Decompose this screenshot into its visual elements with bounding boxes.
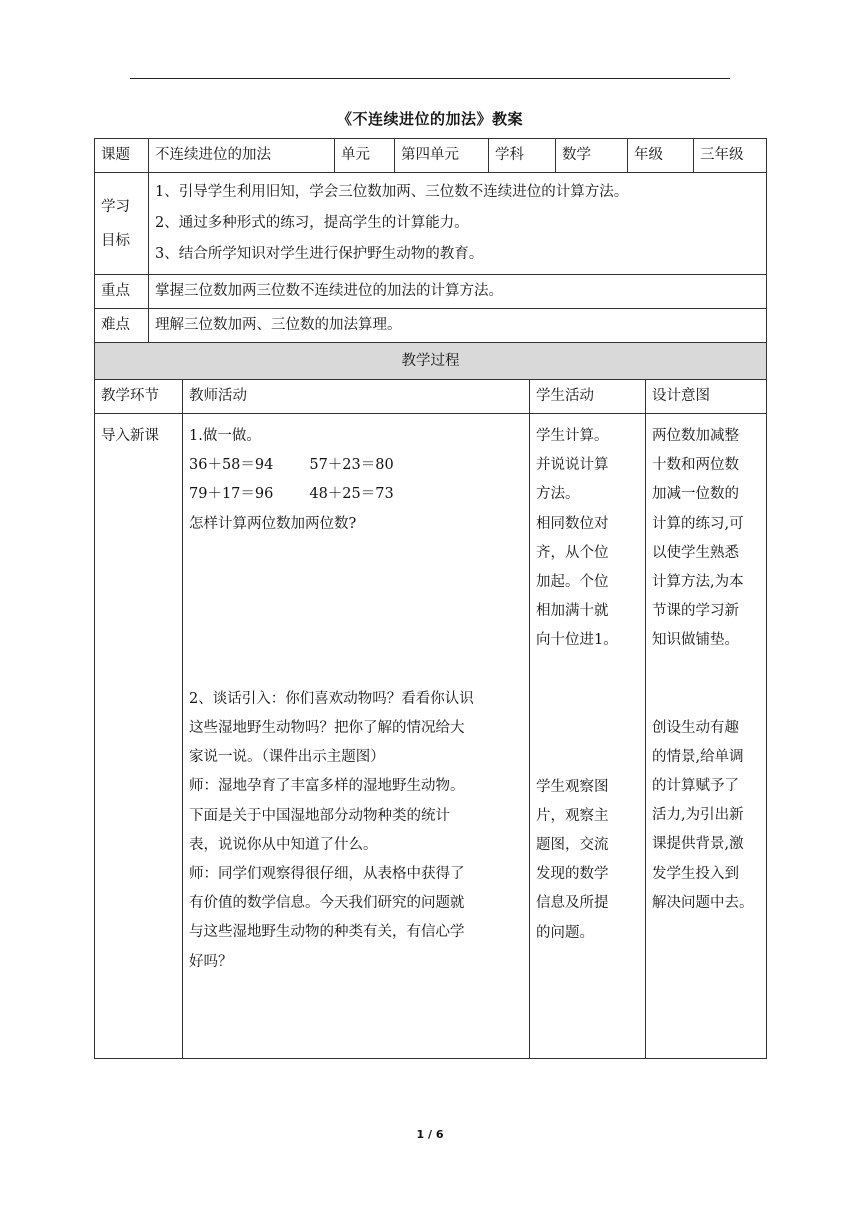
intent-line: 课提供背景,激 <box>652 836 744 853</box>
intent-line: 两位数加减整 <box>652 428 739 444</box>
teacher-line: 这些湿地野生动物吗？把你了解的情况给大 <box>189 720 465 737</box>
student-line: 方法。 <box>536 486 580 503</box>
header-rule <box>130 78 730 79</box>
key-point-label: 重点 <box>95 275 149 309</box>
difficulty-label: 难点 <box>95 309 149 343</box>
lesson-plan-table-frame <box>94 138 766 1059</box>
intent-line: 以使学生熟悉 <box>652 544 739 561</box>
teacher-line: 下面是关于中国湿地部分动物种类的统计 <box>189 807 450 824</box>
intent-line: 创设生动有趣 <box>652 719 739 736</box>
objective-item: 1、引导学生利用旧知，学会三位数加两、三位数不连续进位的计算方法。 <box>155 184 629 200</box>
info-row <box>95 139 767 173</box>
col-intent-header: 设计意图 <box>646 380 767 414</box>
intent-line: 的计算赋予了 <box>652 778 739 795</box>
difficulty-row <box>95 309 767 343</box>
student-line: 题图，交流 <box>536 837 609 854</box>
intent-line: 解决问题中去。 <box>652 894 754 911</box>
student-line: 信息及所提 <box>536 895 609 912</box>
student-line: 发现的数学 <box>536 866 609 883</box>
student-line: 相同数位对 <box>536 515 609 532</box>
subject-label: 课题 <box>95 139 149 173</box>
intent-line: 计算的练习,可 <box>652 515 744 532</box>
objectives-label <box>95 173 149 275</box>
stage-cell: 导入新课 <box>95 414 183 1059</box>
unit-label: 单元 <box>335 139 395 173</box>
student-line: 学生计算。 <box>536 428 609 444</box>
page-number: 1 / 6 <box>416 1128 444 1141</box>
key-point-value: 掌握三位数加两三位数不连续进位的加法的计算方法。 <box>149 275 767 309</box>
teacher-line: 师：湿地孕育了丰富多样的湿地野生动物。 <box>189 778 465 795</box>
discipline-label: 学科 <box>489 139 556 173</box>
teacher-line: 1.做一做。 <box>189 428 261 444</box>
teacher-line: 师：同学们观察得很仔细，从表格中获得了 <box>189 866 465 883</box>
equation-line <box>189 480 523 509</box>
process-header: 教学过程 <box>95 343 767 380</box>
intent-line: 节课的学习新 <box>652 603 739 620</box>
student-line: 齐，从个位 <box>536 544 609 561</box>
objectives-content <box>149 173 767 275</box>
grade-value: 三年级 <box>694 139 767 173</box>
objective-item: 3、结合所学知识对学生进行保护野生动物的教育。 <box>155 246 484 262</box>
student-line: 相加满十就 <box>536 603 609 620</box>
equation: 57＋23＝80 <box>309 457 394 474</box>
col-stage-header: 教学环节 <box>95 380 183 414</box>
intro-row <box>95 414 767 1059</box>
col-teacher-header: 教师活动 <box>183 380 530 414</box>
teacher-line: 好吗？ <box>189 953 233 970</box>
teacher-line: 与这些湿地野生动物的种类有关，有信心学 <box>189 924 465 941</box>
teacher-line: 表，说说你从中知道了什么。 <box>189 836 378 853</box>
unit-value: 第四单元 <box>395 139 489 173</box>
key-point-row <box>95 275 767 309</box>
teacher-line: 家说一说。（课件出示主题图） <box>189 749 385 766</box>
objective-item: 2、通过多种形式的练习，提高学生的计算能力。 <box>155 215 469 231</box>
teacher-line: 怎样计算两位数加两位数? <box>189 515 357 532</box>
teacher-line: 2、谈话引入：你们喜欢动物吗？看看你认识 <box>189 690 474 707</box>
intent-line: 活力,为引出新 <box>652 807 744 824</box>
col-student-header: 学生活动 <box>530 380 646 414</box>
document-title: 《不连续进位的加法》教案 <box>336 110 523 128</box>
student-line: 加起。个位 <box>536 574 609 591</box>
objectives-label-line: 学习 <box>101 198 130 215</box>
intent-line: 发学生投入到 <box>652 865 739 882</box>
column-header-row <box>95 380 767 414</box>
equation-line <box>189 451 523 480</box>
teacher-activity-cell <box>183 414 530 1059</box>
subject-value: 不连续进位的加法 <box>149 139 335 173</box>
objectives-row <box>95 173 767 275</box>
objectives-label-line: 目标 <box>101 232 130 249</box>
intent-line: 的情景,给单调 <box>652 748 744 765</box>
process-table <box>94 342 767 1059</box>
intent-line: 十数和两位数 <box>652 457 739 474</box>
student-line: 片，观察主 <box>536 807 609 824</box>
intent-line: 计算方法,为本 <box>652 574 744 591</box>
intent-line: 加减一位数的 <box>652 486 739 503</box>
equation: 36＋58＝94 <box>189 457 274 474</box>
student-line: 向十位进1。 <box>536 632 618 649</box>
discipline-value: 数学 <box>556 139 628 173</box>
grade-label: 年级 <box>628 139 694 173</box>
equation: 48＋25＝73 <box>309 486 394 503</box>
teacher-line: 有价值的数学信息。今天我们研究的问题就 <box>189 895 465 912</box>
difficulty-value: 理解三位数加两、三位数的加法算理。 <box>149 309 767 343</box>
student-line: 的问题。 <box>536 924 594 941</box>
lesson-plan-table <box>94 138 767 343</box>
process-header-row <box>95 343 767 380</box>
equation: 79＋17＝96 <box>189 486 274 503</box>
design-intent-cell <box>646 414 767 1059</box>
student-activity-cell <box>530 414 646 1059</box>
student-line: 学生观察图 <box>536 778 609 795</box>
student-line: 并说说计算 <box>536 457 609 474</box>
intent-line: 知识做铺垫。 <box>652 632 739 649</box>
